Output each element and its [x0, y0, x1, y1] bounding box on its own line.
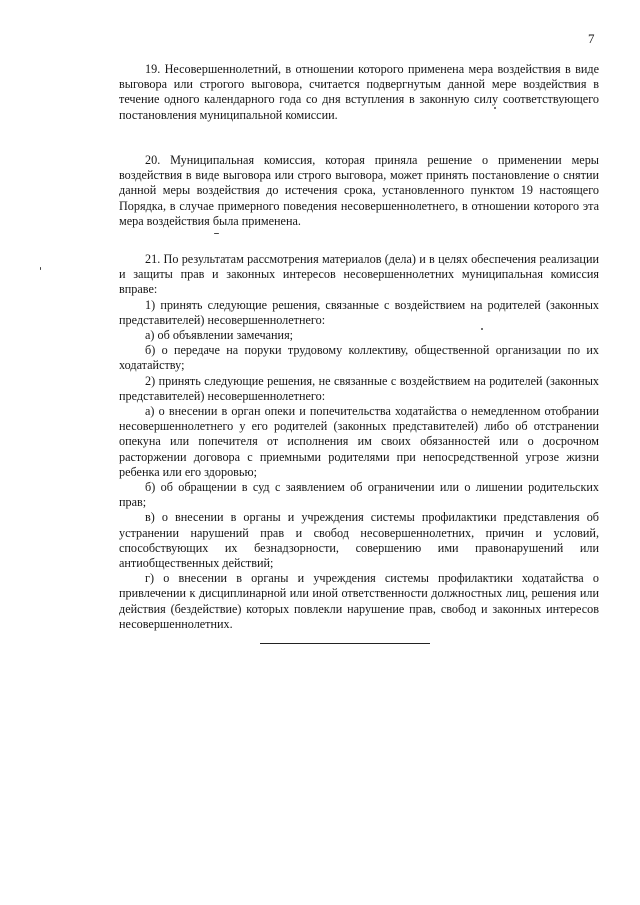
paragraph-20: 20. Муниципальная комиссия, которая приняла решение о применении меры воздействия в виде выговора или строго выговора, может принять постановление о снятии данной меры воздействия до истечения срока, установленного пунктом 19 настоящего Порядка, в случае примерного поведения несовершеннолетнего, в отношении которого эта мера воздействия была применена.	[119, 153, 599, 228]
item-21-2-b: б) об обращении в суд с заявлением об ограничении или о лишении родительских прав;	[119, 480, 599, 510]
item-21-2-v: в) о внесении в органы и учреждения системы профилактики представления об устранении нарушений прав и свобод несовершеннолетних, причин и условий, способствующих их безнадзорности, совершению ими правонарушений или антиобщественных действий;	[119, 510, 599, 571]
item-21-2: 2) принять следующие решения, не связанные с воздействием на родителей (законных представителей) несовершеннолетнего:	[119, 373, 599, 403]
page-number: 7	[588, 31, 595, 46]
paragraph-block-21	[119, 252, 599, 632]
item-21-2-g: г) о внесении в органы и учреждения системы профилактики ходатайства о привлечении к дисциплинарной или иной ответственности должностных лиц, решения или действия (бездействие) которых повлекли нарушение прав, свобод и законных интересов несовершеннолетних.	[119, 571, 599, 631]
item-21-1-a: а) об объявлении замечания;	[145, 328, 294, 343]
scan-speck	[481, 328, 483, 330]
paragraph-19: 19. Несовершеннолетний, в отношении которого применена мера воздействия в виде выговора или строгого выговора, считается подвергнутым данной мере воздействия в течение одного календарного года со дня вступления в законную силу соответствующего постановления муниципальной комиссии.	[119, 62, 599, 122]
item-21-1: 1) принять следующие решения, связанные с воздействием на родителей (законных представителей) несовершеннолетнего:	[119, 297, 599, 327]
paragraph-block-19	[119, 62, 599, 123]
scan-speck	[214, 233, 219, 234]
item-21-1-b: б) о передаче на поруки трудовому коллективу, общественной организации по их ходатайству;	[119, 343, 599, 373]
paragraph-block-20	[119, 153, 599, 229]
scan-speck	[40, 267, 41, 270]
item-21-2-a: а) о внесении в орган опеки и попечительства ходатайства о немедленном отобрании несовершеннолетнего у его родителей (законных представителей) либо об отстранении опекуна или попечителя от исполнения им своих обязанностей или о досрочном расторжении договора с приемными родителями при непосредственной угрозе жизни ребенка или его здоровью;	[119, 404, 599, 479]
end-separator-line	[260, 643, 430, 644]
scan-speck	[494, 107, 496, 109]
paragraph-21: 21. По результатам рассмотрения материалов (дела) и в целях обеспечения реализации и защиты прав и законных интересов несовершеннолетних муниципальная комиссия вправе:	[119, 252, 599, 297]
